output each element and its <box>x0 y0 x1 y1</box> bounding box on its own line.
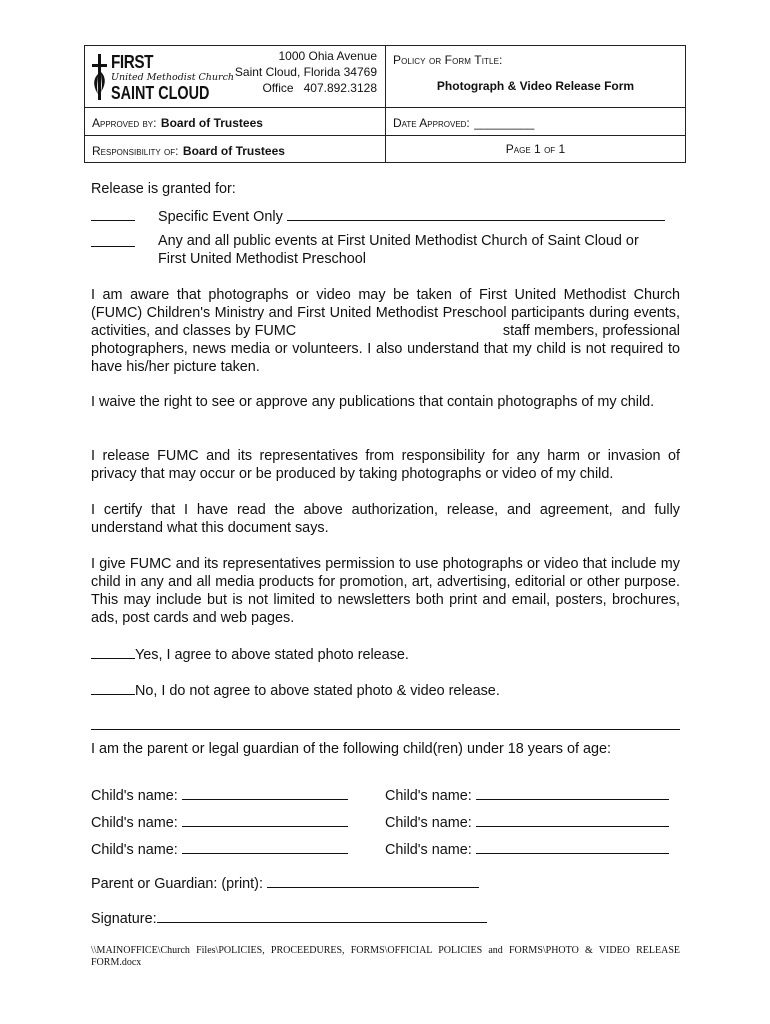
child-name-row-3-left <box>91 839 348 859</box>
signature-field[interactable] <box>157 908 487 923</box>
parent-name-row <box>91 873 479 893</box>
divider-line <box>91 729 680 730</box>
responsibility-label: Responsibility of: <box>92 144 179 158</box>
child-name-field[interactable] <box>182 812 348 827</box>
child-label: Child's name: <box>385 788 472 804</box>
logo-umc: United Methodist Church <box>111 72 235 83</box>
consent-no <box>91 680 500 700</box>
address-phone-line <box>235 80 377 96</box>
approved-by-cell <box>92 114 263 132</box>
office-phone: 407.892.3128 <box>303 81 377 95</box>
cross-flame-icon <box>89 52 109 102</box>
church-logo <box>89 52 235 104</box>
child-label: Child's name: <box>385 842 472 858</box>
date-approved-label: Date Approved: <box>393 116 470 130</box>
specific-event-check-blank[interactable] <box>91 206 135 221</box>
child-name-row-3-right <box>385 839 669 859</box>
header-table <box>84 45 686 163</box>
child-name-field[interactable] <box>476 839 669 854</box>
logo-first: FIRST <box>111 52 154 72</box>
release-intro: Release is granted for: <box>91 181 236 197</box>
option-specific-event-text <box>158 206 665 226</box>
parent-name-field[interactable] <box>267 873 479 888</box>
consent-yes-label: Yes, I agree to above stated photo release. <box>135 647 409 663</box>
page-of-label: of <box>544 142 556 156</box>
option1-label: Specific Event Only <box>158 209 283 225</box>
policy-title: Photograph & Video Release Form <box>436 79 635 93</box>
paragraph-release: I release FUMC and its representatives from responsibility for any harm or invasion of privacy that may occur or be produced by taking photographs or video of my child. <box>91 448 680 482</box>
date-approved-cell <box>393 114 534 132</box>
child-label: Child's name: <box>91 842 178 858</box>
parent-label: Parent or Guardian: (print): <box>91 876 263 892</box>
child-label: Child's name: <box>91 815 178 831</box>
consent-yes-blank[interactable] <box>91 644 135 659</box>
responsibility-cell <box>92 142 285 160</box>
paragraph-permission: I give FUMC and its representatives permission to use photographs or video that include my child in any and all media products for promotion, art, advertising, editorial or other purpose. This may include but is not limited to newsletters both print and email, posters, brochures, ads, post cards and web pages. <box>91 556 680 626</box>
option-specific-event <box>91 206 135 226</box>
child-name-field[interactable] <box>476 785 669 800</box>
page-num: 1 <box>534 142 541 156</box>
child-name-field[interactable] <box>476 812 669 827</box>
paragraph-waive: I waive the right to see or approve any publications that contain photographs of my child. <box>91 394 655 410</box>
child-name-row-1-left <box>91 785 348 805</box>
guardian-statement: I am the parent or legal guardian of the following child(ren) under 18 years of age: <box>91 741 611 757</box>
date-approved-blank[interactable]: _________ <box>474 116 535 130</box>
paragraph-certify: I certify that I have read the above authorization, release, and agreement, and fully understand what this document says. <box>91 502 680 536</box>
consent-yes <box>91 644 409 664</box>
child-name-row-2-right <box>385 812 669 832</box>
specific-event-name-blank[interactable] <box>287 206 665 221</box>
child-label: Child's name: <box>385 815 472 831</box>
child-name-field[interactable] <box>182 785 348 800</box>
approved-by-label: Approved by: <box>92 116 157 130</box>
child-label: Child's name: <box>91 788 178 804</box>
logo-saint-cloud: SAINT CLOUD <box>111 83 210 103</box>
signature-row <box>91 908 487 928</box>
p1-part-b: staff members, <box>502 323 599 339</box>
p1-part-c: professional photographers, news media or volunteers. I also understand that my child is not required to have his/her picture taken. <box>91 323 681 375</box>
paragraph-awareness <box>91 286 680 376</box>
all-events-check-blank[interactable] <box>91 232 135 247</box>
church-address <box>235 48 377 96</box>
approved-by-value: Board of Trustees <box>160 116 263 130</box>
address-city: Saint Cloud, Florida 34769 <box>234 65 377 79</box>
consent-no-blank[interactable] <box>91 680 135 695</box>
child-name-row-1-right <box>385 785 669 805</box>
office-label: Office <box>262 81 294 95</box>
page-number <box>386 142 685 156</box>
page-total: 1 <box>558 142 566 156</box>
option-all-events <box>91 232 135 252</box>
address-street: 1000 Ohia Avenue <box>278 49 377 63</box>
child-name-row-2-left <box>91 812 348 832</box>
page-label: Page <box>505 142 531 156</box>
consent-no-label: No, I do not agree to above stated photo & video release. <box>135 683 500 699</box>
policy-title-label: Policy or Form Title: <box>393 53 503 67</box>
footer-file-path: \\MAINOFFICE\Church Files\POLICIES, PROCEEDURES, FORMS\OFFICIAL POLICIES and FORMS\PHOTO & VIDEO RELEASE FORM.docx <box>91 945 680 968</box>
option2-label: Any and all public events at First United Methodist Church of Saint Cloud or First United Methodist Preschool <box>158 233 639 267</box>
p1-part-a: I am aware that photographs or video may be taken of First United Methodist Church (FUMC) Children's Ministry and First United Methodist Preschool participants during events, activities, and classes by FUMC <box>91 287 680 339</box>
signature-label: Signature: <box>91 911 157 927</box>
child-name-field[interactable] <box>182 839 348 854</box>
responsibility-value: Board of Trustees <box>182 144 285 158</box>
